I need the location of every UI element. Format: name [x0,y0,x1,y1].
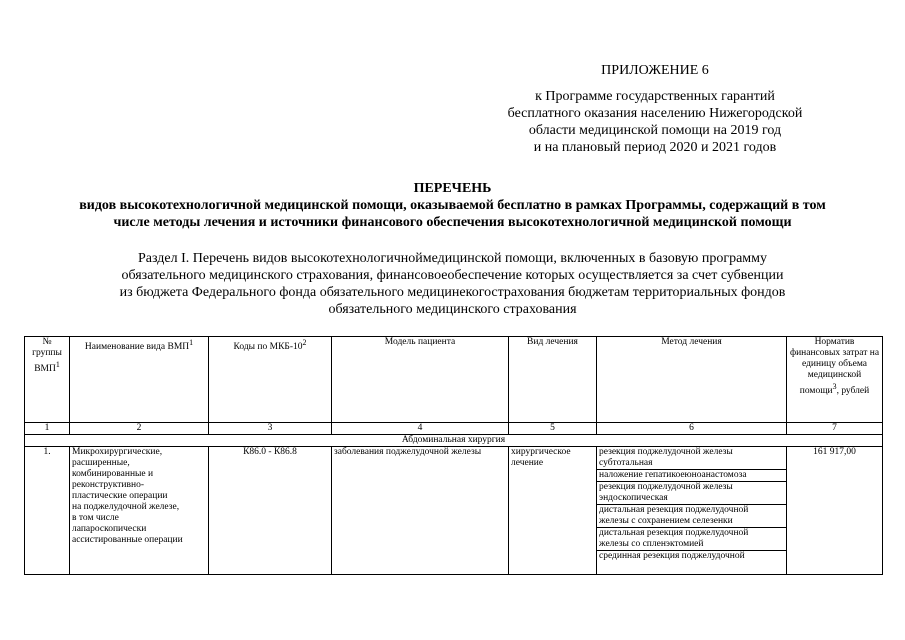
method-item: срединная резекция поджелудочной [599,551,745,561]
column-number: 3 [209,423,332,435]
column-number: 7 [787,423,883,435]
method-item: дистальная резекция поджелудочной железы со спленэктомией [597,528,786,551]
header-icd-codes: Коды по МКБ-$10^2$ [209,337,332,423]
section-title: Абдоминальная хирургия [25,435,883,447]
icd-codes-cell: К86.0 - К86.8 [209,447,332,575]
treatment-method-cell [597,447,787,575]
appendix-line: и на плановый период 2020 и 2021 годов [533,140,777,155]
vmp-name-cell: Микрохирургические, расширенные, комбинированные и реконструктивно- пластические операции на поджелудочной железе, в том числе лапароскопически ассистированные операции [70,447,209,575]
column-number: 4 [332,423,509,435]
appendix-line: области медицинской помощи на 2019 год [528,123,782,138]
column-number: 2 [70,423,209,435]
column-number: 6 [597,423,787,435]
header-vmp-name: Наименование вида ВМП$^1$ [70,337,209,423]
method-list [599,447,784,562]
vmp-table [24,336,883,575]
section-line: Раздел I. Перечень видов высокотехнологичноймедицинской помощи, включенных в базовую программу [137,251,767,266]
treatment-type-cell: хирургическое лечение [509,447,597,575]
section-line: из бюджета Федерального фонда обязательного медицинекогострахования бюджетам территориальных фондов [119,285,786,300]
appendix-title: ПРИЛОЖЕНИЕ 6 [601,63,709,78]
method-item: наложение гепатикоеюноанастомоза [597,470,786,482]
section-line: обязательного медицинского страхования [328,302,577,317]
header-patient-model: Модель пациента [332,337,509,423]
document-title: ПЕРЕЧЕНЬ [413,181,492,196]
column-number: 1 [25,423,70,435]
group-number-cell: 1. [25,447,70,575]
section-heading [60,250,845,318]
header-cost-standard: Норматив финансовых затрат на единицу объема медицинской помощи$^3$, рублей [787,337,883,423]
column-number-row [25,423,883,435]
appendix-line: к Программе государственных гарантий [535,89,775,104]
appendix-line: бесплатного оказания населению Нижегородской [507,106,803,121]
table-header-row [25,337,883,423]
method-item: дистальная резекция поджелудочной железы с сохранением селезенки [597,505,786,528]
header-treatment-method: Метод лечения [597,337,787,423]
section-line: обязательного медицинского страхования, финансовоеобеспечение которых осуществляется за счет субвенции [121,268,784,283]
method-item: резекция поджелудочной железы субтотальная [597,447,786,470]
document-subtitle-line: числе методы лечения и источники финансового обеспечения высокотехнологичной медицинской помощи [113,215,792,230]
patient-model-cell: заболевания поджелудочной железы [332,447,509,575]
table-row [25,447,883,575]
column-number: 5 [509,423,597,435]
appendix-block [500,62,810,156]
document-subtitle-line: видов высокотехнологичной медицинской помощи, оказываемой бесплатно в рамках Программы, содержащий в том [79,198,826,213]
header-group-number: № группы ВМП$^1$ [25,337,70,423]
header-treatment-type: Вид лечения [509,337,597,423]
document-heading [20,180,885,231]
cost-cell: 161 917,00 [787,447,883,575]
section-row [25,435,883,447]
method-item: резекция поджелудочной железы эндоскопическая [597,482,786,505]
